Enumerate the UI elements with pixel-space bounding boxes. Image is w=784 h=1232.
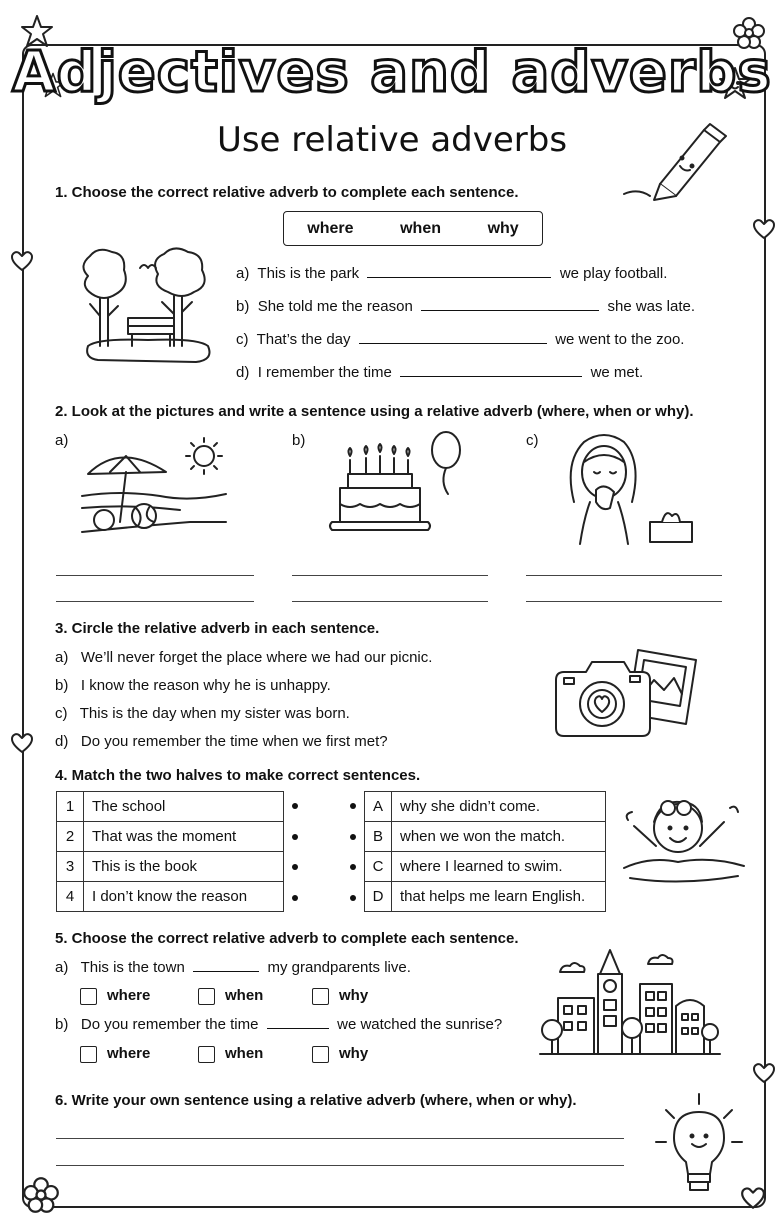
q1-item: b) She told me the reason she was late. xyxy=(236,298,696,315)
picture-label: a) xyxy=(55,432,69,449)
q3-item[interactable]: c) This is the day when my sister was born. xyxy=(55,705,350,722)
heart-icon xyxy=(10,732,34,754)
answer-blank[interactable] xyxy=(267,1016,329,1029)
table-row: A why she didn’t come. xyxy=(365,792,606,822)
page-subtitle: Use relative adverbs xyxy=(216,120,568,160)
heart-icon xyxy=(752,1062,776,1084)
checkbox-option[interactable]: why xyxy=(312,987,368,1005)
picture-label: b) xyxy=(292,432,306,449)
writing-line[interactable] xyxy=(292,601,488,602)
heart-icon xyxy=(752,218,776,240)
q3-item[interactable]: a) We’ll never forget the place where we had our picnic. xyxy=(55,649,433,666)
table-row: 1 The school xyxy=(57,792,284,822)
checkbox[interactable] xyxy=(312,1046,329,1063)
checkbox[interactable] xyxy=(80,1046,97,1063)
writing-line[interactable] xyxy=(56,601,254,602)
match-dot[interactable] xyxy=(350,864,356,870)
match-table-right xyxy=(364,791,606,912)
match-table-left xyxy=(56,791,284,912)
answer-blank[interactable] xyxy=(367,265,551,278)
crying-girl-illustration xyxy=(560,432,700,546)
answer-blank[interactable] xyxy=(400,364,582,377)
word-bank-item: where xyxy=(307,219,354,237)
match-dot[interactable] xyxy=(292,895,298,901)
writing-line[interactable] xyxy=(526,575,722,576)
word-bank xyxy=(283,211,543,246)
match-dot[interactable] xyxy=(292,834,298,840)
writing-line[interactable] xyxy=(56,575,254,576)
match-dot[interactable] xyxy=(350,895,356,901)
q1-item: d) I remember the time we met. xyxy=(236,364,644,381)
match-dot[interactable] xyxy=(350,834,356,840)
answer-blank[interactable] xyxy=(421,298,599,311)
checkbox-option[interactable]: when xyxy=(198,987,263,1005)
birthday-cake-illustration xyxy=(320,430,470,540)
page-title: Adjectives and adverbs xyxy=(12,40,772,105)
q5-item: b) Do you remember the time we watched the sunrise? xyxy=(55,1016,503,1033)
q1-item: a) This is the park we play football. xyxy=(236,265,668,282)
checkbox-option[interactable]: where xyxy=(80,1045,150,1063)
writing-line[interactable] xyxy=(56,1138,624,1139)
swimming-boy-illustration xyxy=(620,786,750,894)
heart-icon xyxy=(10,250,34,272)
table-row: 4 I don’t know the reason xyxy=(57,882,284,912)
table-row: 2 That was the moment xyxy=(57,822,284,852)
flower-icon xyxy=(22,1176,60,1214)
q3-instruction: 3. Circle the relative adverb in each sentence. xyxy=(55,620,380,637)
lightbulb-icon xyxy=(654,1092,744,1196)
q4-instruction: 4. Match the two halves to make correct sentences. xyxy=(55,767,421,784)
q1-instruction: 1. Choose the correct relative adverb to complete each sentence. xyxy=(55,184,519,201)
word-bank-item: when xyxy=(400,219,441,237)
town-illustration xyxy=(540,944,720,1064)
q5-instruction: 5. Choose the correct relative adverb to complete each sentence. xyxy=(55,930,519,947)
q3-item[interactable]: d) Do you remember the time when we first met? xyxy=(55,733,388,750)
checkbox-option[interactable]: where xyxy=(80,987,150,1005)
match-dot[interactable] xyxy=(292,803,298,809)
writing-line[interactable] xyxy=(526,601,722,602)
match-dot[interactable] xyxy=(292,864,298,870)
beach-illustration xyxy=(80,436,230,536)
match-dot[interactable] xyxy=(350,803,356,809)
checkbox-option[interactable]: why xyxy=(312,1045,368,1063)
checkbox[interactable] xyxy=(198,1046,215,1063)
checkbox[interactable] xyxy=(312,988,329,1005)
q2-instruction: 2. Look at the pictures and write a sentence using a relative adverb (where, when or why). xyxy=(55,403,694,420)
table-row: C where I learned to swim. xyxy=(365,852,606,882)
table-row: 3 This is the book xyxy=(57,852,284,882)
q5-item: a) This is the town my grandparents live. xyxy=(55,959,411,976)
answer-blank[interactable] xyxy=(193,959,259,972)
table-row: B when we won the match. xyxy=(365,822,606,852)
writing-line[interactable] xyxy=(292,575,488,576)
table-row: D that helps me learn English. xyxy=(365,882,606,912)
q3-item[interactable]: b) I know the reason why he is unhappy. xyxy=(55,677,331,694)
park-illustration xyxy=(78,246,218,370)
word-bank-item: why xyxy=(487,219,519,237)
checkbox-option[interactable]: when xyxy=(198,1045,263,1063)
checkbox[interactable] xyxy=(198,988,215,1005)
picture-label: c) xyxy=(526,432,539,449)
pencil-icon xyxy=(620,122,730,202)
checkbox[interactable] xyxy=(80,988,97,1005)
writing-line[interactable] xyxy=(56,1165,624,1166)
camera-photo-illustration xyxy=(552,644,702,744)
answer-blank[interactable] xyxy=(359,331,547,344)
q6-instruction: 6. Write your own sentence using a relative adverb (where, when or why). xyxy=(55,1092,577,1109)
q1-item: c) That’s the day we went to the zoo. xyxy=(236,331,685,348)
